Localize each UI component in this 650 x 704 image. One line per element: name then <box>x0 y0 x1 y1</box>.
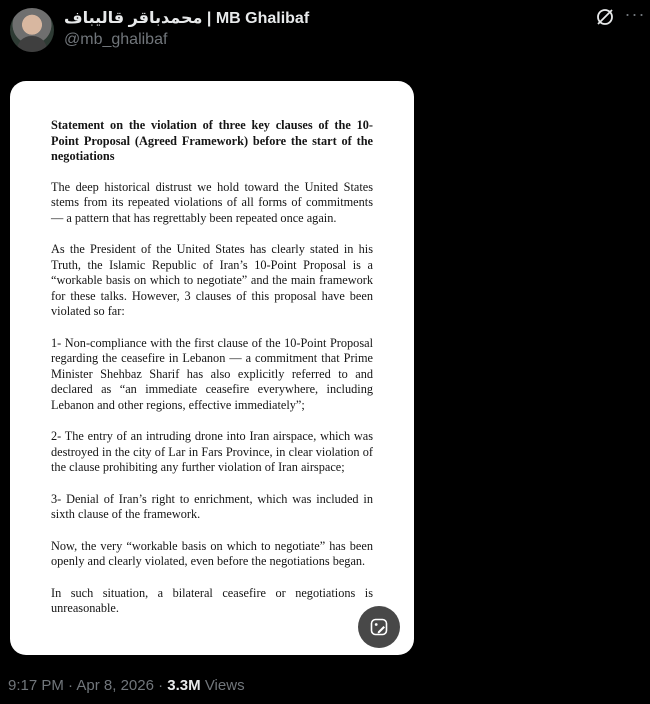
author-name-row[interactable] <box>64 8 309 28</box>
paragraph: 1- Non-compliance with the first clause of the 10-Point Proposal regarding the ceasefire in Lebanon — a commitment that Prime Minister Shehbaz Sharif has also explicitly referred to and declared as “an immediate ceasefire everywhere, including Lebanon and other regions, effective immediately”; <box>51 335 373 412</box>
statement-document <box>51 118 373 633</box>
separator: · <box>63 677 77 694</box>
post-time[interactable]: 9:17 PM <box>8 677 64 694</box>
avatar[interactable] <box>10 8 54 52</box>
author-display-name[interactable]: محمدباقر قالیباف | MB Ghalibaf <box>64 10 310 27</box>
separator: · <box>153 677 168 694</box>
paragraph: 2- The entry of an intruding drone into Iran airspace, which was destroyed in the city of Lar in Fars Province, in clear violation of the clause prohibiting any further violation of Iran airspace; <box>51 429 373 474</box>
paragraph: As the President of the United States has clearly stated in his Truth, the Islamic Republic of Iran’s 10-Point Proposal is a “workable basis on which to negotiate” and the main framework for these talks. However, 3 clauses of this proposal have been violated so far: <box>51 242 373 318</box>
paragraph: The deep historical distrust we hold toward the United States stems from its repeated violations of all forms of commitments — a pattern that has regrettably been repeated once again. <box>51 179 373 225</box>
author-handle[interactable]: @mb_ghalibaf <box>64 31 168 48</box>
paragraph: In such situation, a bilateral ceasefire or negotiations is unreasonable. <box>51 585 373 615</box>
post-date[interactable]: Apr 8, 2026 <box>76 677 154 694</box>
document-title: Statement on the violation of three key clauses of the 10-Point Proposal (Agreed Framework) before the start of the negotiations <box>51 118 373 163</box>
grok-icon[interactable] <box>594 6 616 28</box>
attached-image[interactable] <box>10 81 414 655</box>
image-edit-icon[interactable] <box>358 606 400 648</box>
post-meta <box>8 677 245 694</box>
views-count: 3.3M <box>167 677 201 694</box>
more-icon[interactable]: ··· <box>624 4 646 24</box>
paragraph: 3- Denial of Iran’s right to enrichment, which was included in sixth clause of the framework. <box>51 491 373 521</box>
views-label: Views <box>200 677 245 694</box>
paragraph: Now, the very “workable basis on which to negotiate” has been openly and clearly violated, even before the negotiations began. <box>51 538 373 568</box>
